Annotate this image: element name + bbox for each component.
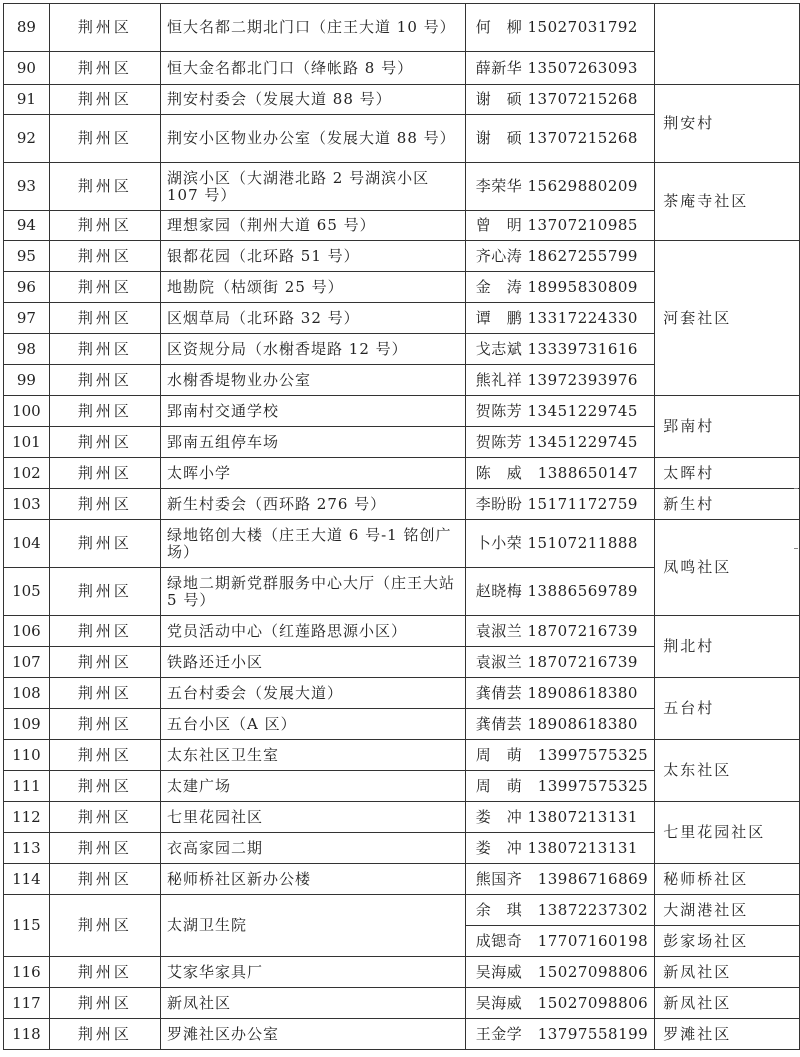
district: 荆州区 — [49, 303, 160, 334]
location: 太晖小学 — [161, 458, 466, 489]
district: 荆州区 — [49, 272, 160, 303]
location: 恒大名都二期北门口（庄王大道 10 号） — [161, 4, 466, 52]
community: 新凤社区 — [655, 988, 800, 1019]
community: 七里花园社区 — [655, 802, 800, 864]
contact: 龚倩芸 18908618380 — [465, 678, 654, 709]
district: 荆州区 — [49, 709, 160, 740]
contact: 袁淑兰 18707216739 — [465, 616, 654, 647]
location: 铁路还迁小区 — [161, 647, 466, 678]
contact: 曾 明 13707210985 — [465, 211, 654, 241]
row-number: 101 — [4, 427, 50, 458]
contact: 齐心涛 18627255799 — [465, 241, 654, 272]
contact: 熊礼祥 13972393976 — [465, 365, 654, 396]
location: 湖滨小区（大湖港北路 2 号湖滨小区 107 号） — [161, 163, 466, 211]
location: 理想家园（荆州大道 65 号） — [161, 211, 466, 241]
contact: 周 萌 13997575325 — [465, 771, 654, 802]
location: 太东社区卫生室 — [161, 740, 466, 771]
district: 荆州区 — [49, 334, 160, 365]
location: 衣高家园二期 — [161, 833, 466, 864]
community: 茶庵寺社区 — [655, 163, 800, 241]
row-number: 93 — [4, 163, 50, 211]
contact: 余 琪 13872237302 — [465, 895, 654, 926]
community: 秘师桥社区 — [655, 864, 800, 895]
row-number: 91 — [4, 85, 50, 115]
district: 荆州区 — [49, 520, 160, 568]
community: 五台村 — [655, 678, 800, 740]
contact: 贺陈芳 13451229745 — [465, 396, 654, 427]
row-number: 116 — [4, 957, 50, 988]
row-number: 114 — [4, 864, 50, 895]
table-row — [4, 616, 800, 647]
district: 荆州区 — [49, 52, 160, 85]
table-row — [4, 163, 800, 211]
row-number: 102 — [4, 458, 50, 489]
contact: 谢 硕 13707215268 — [465, 115, 654, 163]
location: 新凤社区 — [161, 988, 466, 1019]
contact: 李盼盼 15171172759 — [465, 489, 654, 520]
row-number: 107 — [4, 647, 50, 678]
contact: 龚倩芸 18908618380 — [465, 709, 654, 740]
contact: 何 柳 15027031792 — [465, 4, 654, 52]
contact: 谭 鹏 13317224330 — [465, 303, 654, 334]
location: 太建广场 — [161, 771, 466, 802]
location: 绿地铭创大楼（庄王大道 6 号-1 铭创广场） — [161, 520, 466, 568]
community: 太晖村 — [655, 458, 800, 489]
contact: 薛新华 13507263093 — [465, 52, 654, 85]
community: 郢南村 — [655, 396, 800, 458]
margin-tick — [794, 488, 798, 489]
community: 太东社区 — [655, 740, 800, 802]
table-row — [4, 396, 800, 427]
community: 大湖港社区 — [655, 895, 800, 926]
location: 党员活动中心（红莲路思源小区） — [161, 616, 466, 647]
row-number: 110 — [4, 740, 50, 771]
row-number: 112 — [4, 802, 50, 833]
contact: 吴海威 15027098806 — [465, 957, 654, 988]
community: 荆安村 — [655, 85, 800, 163]
contact: 卜小荣 15107211888 — [465, 520, 654, 568]
district: 荆州区 — [49, 895, 160, 957]
row-number: 118 — [4, 1019, 50, 1050]
contact: 陈 威 1388650147 — [465, 458, 654, 489]
row-number: 113 — [4, 833, 50, 864]
row-number: 115 — [4, 895, 50, 957]
district: 荆州区 — [49, 568, 160, 616]
district: 荆州区 — [49, 4, 160, 52]
district: 荆州区 — [49, 365, 160, 396]
contact: 王金学 13797558199 — [465, 1019, 654, 1050]
contact: 金 涛 18995830809 — [465, 272, 654, 303]
row-number: 100 — [4, 396, 50, 427]
district: 荆州区 — [49, 802, 160, 833]
row-number: 117 — [4, 988, 50, 1019]
table-row — [4, 1019, 800, 1050]
row-number: 97 — [4, 303, 50, 334]
location: 新生村委会（西环路 276 号） — [161, 489, 466, 520]
district: 荆州区 — [49, 241, 160, 272]
location: 郢南五组停车场 — [161, 427, 466, 458]
table-row — [4, 489, 800, 520]
district: 荆州区 — [49, 163, 160, 211]
location: 银都花园（北环路 51 号） — [161, 241, 466, 272]
table-row — [4, 458, 800, 489]
table-row — [4, 85, 800, 115]
location: 艾家华家具厂 — [161, 957, 466, 988]
location: 五台村委会（发展大道） — [161, 678, 466, 709]
community: 新凤社区 — [655, 957, 800, 988]
row-number: 104 — [4, 520, 50, 568]
location: 区烟草局（北环路 32 号） — [161, 303, 466, 334]
row-number: 96 — [4, 272, 50, 303]
community: 河套社区 — [655, 241, 800, 396]
community: 彭家场社区 — [655, 926, 800, 957]
margin-tick — [794, 548, 798, 549]
contact: 戈志斌 13339731616 — [465, 334, 654, 365]
community: 凤鸣社区 — [655, 520, 800, 616]
location: 荆安小区物业办公室（发展大道 88 号） — [161, 115, 466, 163]
row-number: 103 — [4, 489, 50, 520]
location: 七里花园社区 — [161, 802, 466, 833]
district: 荆州区 — [49, 489, 160, 520]
community: 荆北村 — [655, 616, 800, 678]
community: 新生村 — [655, 489, 800, 520]
table-row — [4, 988, 800, 1019]
district: 荆州区 — [49, 678, 160, 709]
district: 荆州区 — [49, 988, 160, 1019]
row-number: 99 — [4, 365, 50, 396]
table-row — [4, 740, 800, 771]
location: 恒大金名都北门口（绛帐路 8 号） — [161, 52, 466, 85]
location: 绿地二期新党群服务中心大厅（庄王大站 5 号） — [161, 568, 466, 616]
location: 郢南村交通学校 — [161, 396, 466, 427]
community: 罗滩社区 — [655, 1019, 800, 1050]
contact: 李荣华 15629880209 — [465, 163, 654, 211]
location: 太湖卫生院 — [161, 895, 466, 957]
location: 地勘院（枯颂街 25 号） — [161, 272, 466, 303]
table-row — [4, 241, 800, 272]
row-number: 89 — [4, 4, 50, 52]
district: 荆州区 — [49, 1019, 160, 1050]
table-row — [4, 678, 800, 709]
row-number: 106 — [4, 616, 50, 647]
row-number: 95 — [4, 241, 50, 272]
district: 荆州区 — [49, 115, 160, 163]
contact: 赵晓梅 13886569789 — [465, 568, 654, 616]
district: 荆州区 — [49, 458, 160, 489]
contact: 成锶奇 17707160198 — [465, 926, 654, 957]
district: 荆州区 — [49, 616, 160, 647]
location: 区资规分局（水榭香堤路 12 号） — [161, 334, 466, 365]
district: 荆州区 — [49, 864, 160, 895]
table-row — [4, 4, 800, 52]
location: 水榭香堤物业办公室 — [161, 365, 466, 396]
district: 荆州区 — [49, 771, 160, 802]
contact: 吴海威 15027098806 — [465, 988, 654, 1019]
contact: 谢 硕 13707215268 — [465, 85, 654, 115]
row-number: 94 — [4, 211, 50, 241]
row-number: 109 — [4, 709, 50, 740]
contact: 周 萌 13997575325 — [465, 740, 654, 771]
table-row — [4, 895, 800, 926]
district: 荆州区 — [49, 833, 160, 864]
row-number: 111 — [4, 771, 50, 802]
table-row — [4, 520, 800, 568]
table-row — [4, 864, 800, 895]
contact: 熊国齐 13986716869 — [465, 864, 654, 895]
district: 荆州区 — [49, 396, 160, 427]
location: 罗滩社区办公室 — [161, 1019, 466, 1050]
contact: 袁淑兰 18707216739 — [465, 647, 654, 678]
contact: 贺陈芳 13451229745 — [465, 427, 654, 458]
location: 五台小区（A 区） — [161, 709, 466, 740]
district: 荆州区 — [49, 211, 160, 241]
row-number: 90 — [4, 52, 50, 85]
contact: 娄 冲 13807213131 — [465, 833, 654, 864]
location: 秘师桥社区新办公楼 — [161, 864, 466, 895]
table-row — [4, 802, 800, 833]
row-number: 98 — [4, 334, 50, 365]
row-number: 105 — [4, 568, 50, 616]
district: 荆州区 — [49, 85, 160, 115]
district: 荆州区 — [49, 427, 160, 458]
district: 荆州区 — [49, 647, 160, 678]
contact: 娄 冲 13807213131 — [465, 802, 654, 833]
location: 荆安村委会（发展大道 88 号） — [161, 85, 466, 115]
district: 荆州区 — [49, 740, 160, 771]
row-number: 108 — [4, 678, 50, 709]
row-number: 92 — [4, 115, 50, 163]
district: 荆州区 — [49, 957, 160, 988]
location-table — [3, 3, 800, 1050]
table-row — [4, 957, 800, 988]
community-empty — [655, 4, 800, 85]
